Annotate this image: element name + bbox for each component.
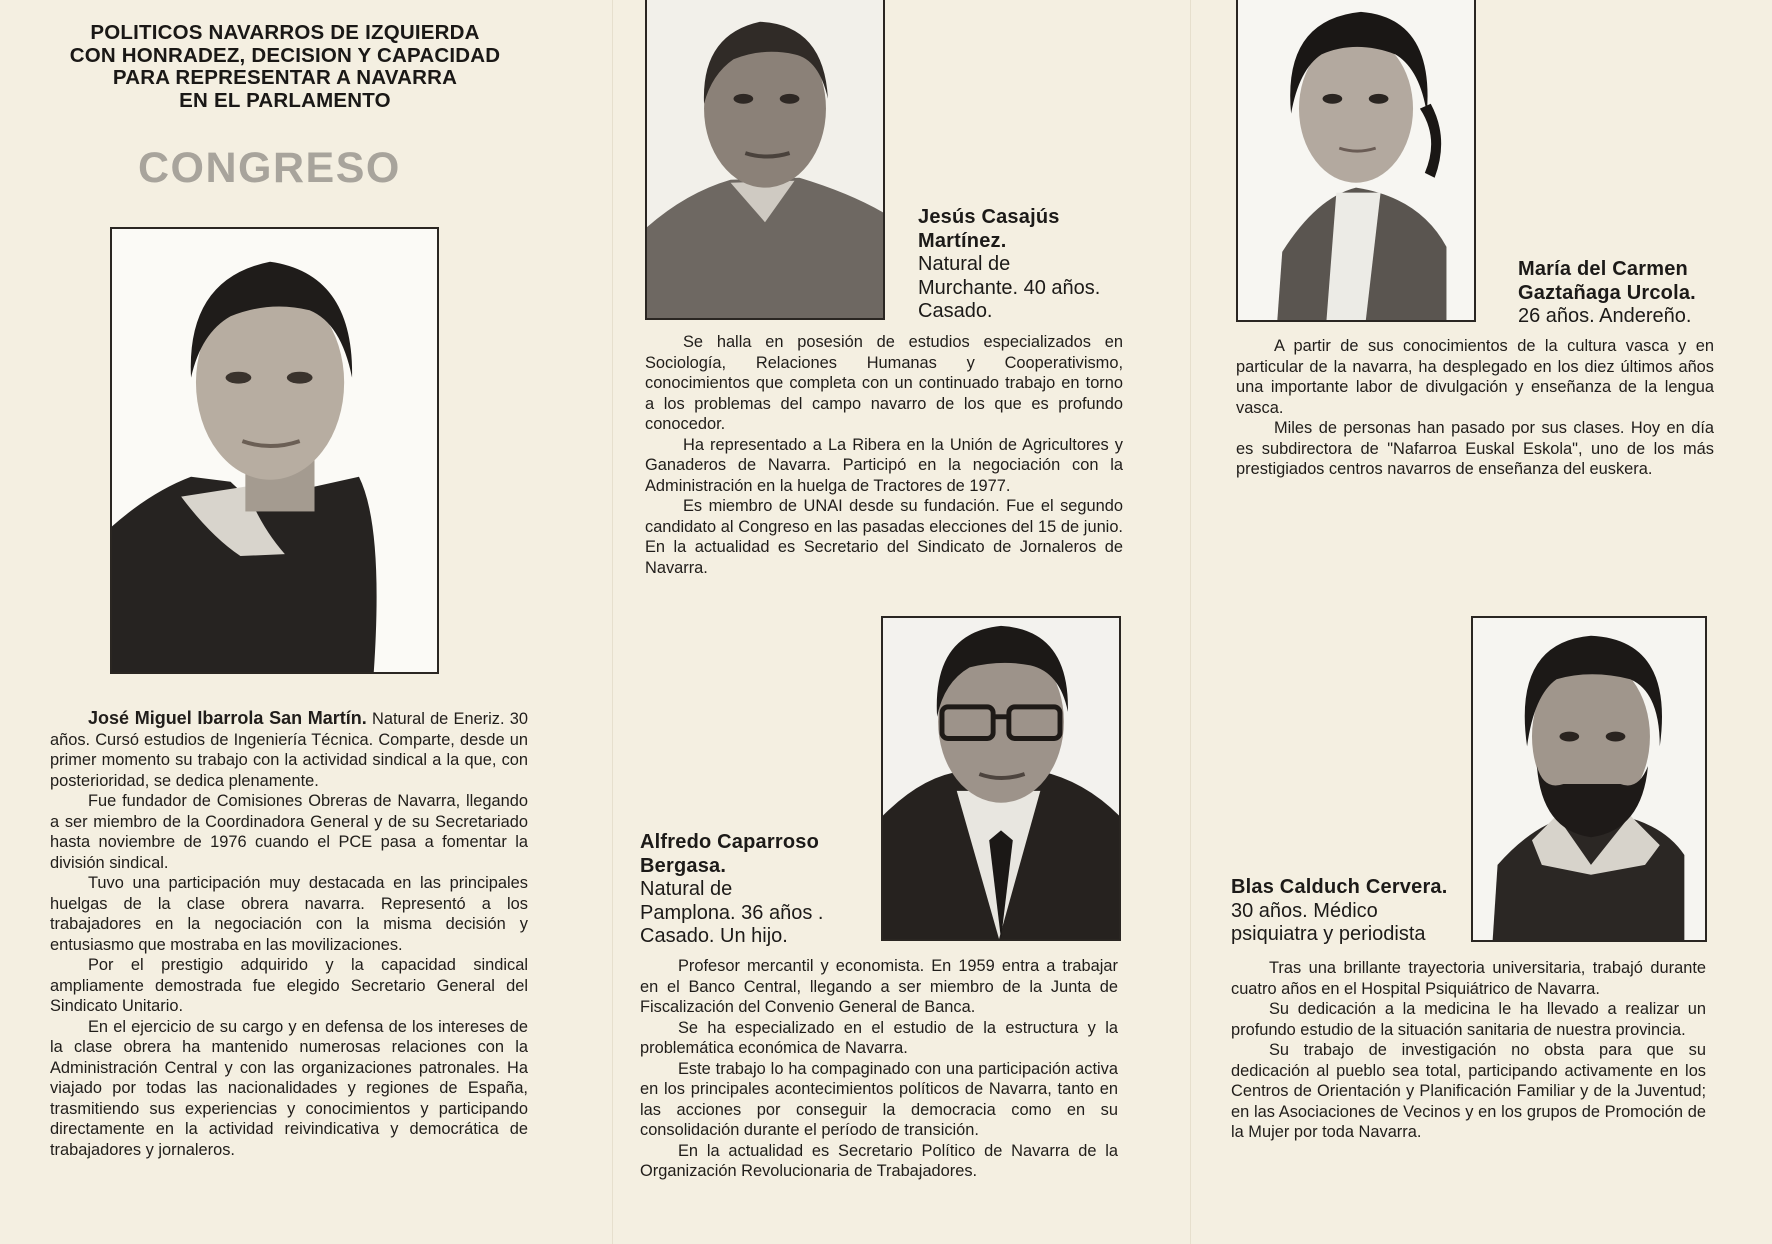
caption-line: Casado. Un hijo. — [640, 925, 788, 947]
header-line: CON HONRADEZ, DECISION Y CAPACIDAD — [69, 43, 501, 67]
caparroso-bio — [640, 956, 1118, 1182]
bio-paragraph: Miles de personas han pasado por sus clases. Hoy en día es subdirectora de "Nafarroa Euskal Eskola", uno de los más prestigiados centros navarros de enseñanza del euskera. — [1236, 419, 1714, 478]
ibarrola-bio — [50, 708, 528, 1160]
bio-paragraph: Su dedicación a la medicina le ha llevado a realizar un profundo estudio de la situación sanitaria de nuestra provincia. — [1231, 1000, 1706, 1039]
caption-name: Blas Calduch Cervera. — [1231, 876, 1448, 898]
fold-line-right — [1190, 0, 1191, 1244]
bio-paragraph: Es miembro de UNAI desde su fundación. Fue el segundo candidato al Congreso en las pasadas elecciones del 15 de junio. En la actualidad es Secretario del Sindicato de Jornaleros de Navarra. — [645, 497, 1123, 577]
photo-ibarrola — [110, 227, 439, 674]
photo-gaztanaga — [1236, 0, 1476, 322]
caption-line: Murchante. 40 años. — [918, 276, 1101, 299]
section-title: CONGRESO — [138, 144, 401, 192]
caption-line: Pamplona. 36 años . — [640, 901, 824, 924]
bio-paragraph: Por el prestigio adquirido y la capacidad sindical ampliamente demostrada fue elegido Secretario General del Sindicato Unitario. — [50, 956, 528, 1015]
bio-paragraph: Su trabajo de investigación no obsta para que su dedicación al pueblo sea total, participando activamente en los Centros de Orientación y Planificación Familiar y de la Juventud; en las Asociaciones de Vecinos y en los grupos de Promoción de la Mujer por toda Navarra. — [1231, 1041, 1706, 1141]
bio-paragraph: Fue fundador de Comisiones Obreras de Navarra, llegando a ser miembro de la Coordinadora General y de su Secretariado hasta noviembre de 1976 cuando el PCE pasa a fomentar la división sindical. — [50, 792, 528, 872]
fold-line-left — [612, 0, 613, 1244]
caption-name: Alfredo Caparroso — [640, 831, 819, 853]
casajus-bio — [645, 332, 1123, 578]
header-line: EN EL PARLAMENTO — [179, 88, 391, 112]
caption-name: María del Carmen — [1518, 258, 1688, 280]
caption-line: psiquiatra y periodista — [1231, 923, 1426, 945]
leaflet-header — [40, 22, 530, 112]
header-line: PARA REPRESENTAR A NAVARRA — [112, 66, 458, 89]
bio-paragraph: Natural de Eneriz. 30 años. Cursó estudios de Ingeniería Técnica. Comparte, desde un primer momento su trabajo con la actividad sindical a la que, con posterioridad, se dedica plenamente. — [50, 710, 528, 790]
caption-line: 26 años. Andereño. — [1518, 305, 1692, 327]
caption-name: Gaztañaga Urcola. — [1518, 281, 1696, 304]
photo-calduch — [1471, 616, 1707, 942]
bio-paragraph: Se ha especializado en el estudio de la estructura y la problemática económica de Navarra. — [640, 1018, 1118, 1057]
bio-paragraph: Ha representado a La Ribera en la Unión de Agricultores y Ganaderos de Navarra. Participó en la negociación con la Administración en la huelga de Tractores de 1977. — [645, 435, 1123, 495]
bio-paragraph: Este trabajo lo ha compaginado con una participación activa en los principales acontecimientos políticos de Navarra, tanto en las acciones por conseguir la democracia como en su consolidación durante el período de transición. — [640, 1059, 1118, 1139]
caption-name: Martínez. — [918, 229, 1007, 252]
photo-casajus — [645, 0, 885, 320]
caption-line: 30 años. Médico — [1231, 899, 1378, 922]
bio-paragraph: Tuvo una participación muy destacada en las principales huelgas de la clase obrera navarra. Representó a los trabajadores en la negociación con la misma decisión y entusiasmo que mostraba en las movilizaciones. — [50, 874, 528, 954]
casajus-caption — [918, 206, 1100, 324]
bio-paragraph: En la actualidad es Secretario Político de Navarra de la Organización Revolucionaria de Trabajadores. — [640, 1141, 1118, 1180]
candidate-name: José Miguel Ibarrola San Martín. — [88, 708, 367, 728]
caption-name: Bergasa. — [640, 854, 727, 877]
caption-line: Natural de — [918, 253, 1011, 275]
bio-paragraph: A partir de sus conocimientos de la cultura vasca y en particular de la navarra, ha desplegado en los diez últimos años una importante labor de divulgación y enseñanza de la lengua vasca. — [1236, 337, 1714, 417]
calduch-bio — [1231, 958, 1706, 1143]
gaztanaga-caption — [1518, 258, 1696, 329]
bio-paragraph: Tras una brillante trayectoria universitaria, trabajó durante cuatro años en el Hospital Psiquiátrico de Navarra. — [1231, 959, 1706, 998]
calduch-caption — [1231, 876, 1448, 947]
header-line: POLITICOS NAVARROS DE IZQUIERDA — [90, 21, 480, 44]
caparroso-caption — [640, 831, 823, 949]
bio-paragraph: Se halla en posesión de estudios especializados en Sociología, Relaciones Humanas y Cooperativismo, conocimientos que completa con un continuado trabajo en torno a los problemas del campo navarro de los que es profundo conocedor. — [645, 333, 1123, 433]
caption-line: Casado. — [918, 300, 993, 322]
photo-caparroso — [881, 616, 1121, 941]
bio-paragraph: En el ejercicio de su cargo y en defensa de los intereses de la clase obrera ha mantenido numerosas relaciones con la Administración Central y con las organizaciones patronales. Ha viajado por todas las nacionalidades y regiones de España, trasmitiendo sus experiencias y conocimientos y participando directamente en la actividad reivindicativa y democrática de trabajadores y jornaleros. — [50, 1017, 528, 1159]
gaztanaga-bio — [1236, 336, 1714, 480]
caption-name: Jesús Casajús — [918, 206, 1060, 228]
caption-line: Natural de — [640, 878, 733, 900]
bio-paragraph: Profesor mercantil y economista. En 1959 entra a trabajar en el Banco Central, llegando a ser miembro de la Junta de Fiscalización del Convenio General de Banca. — [640, 957, 1118, 1016]
